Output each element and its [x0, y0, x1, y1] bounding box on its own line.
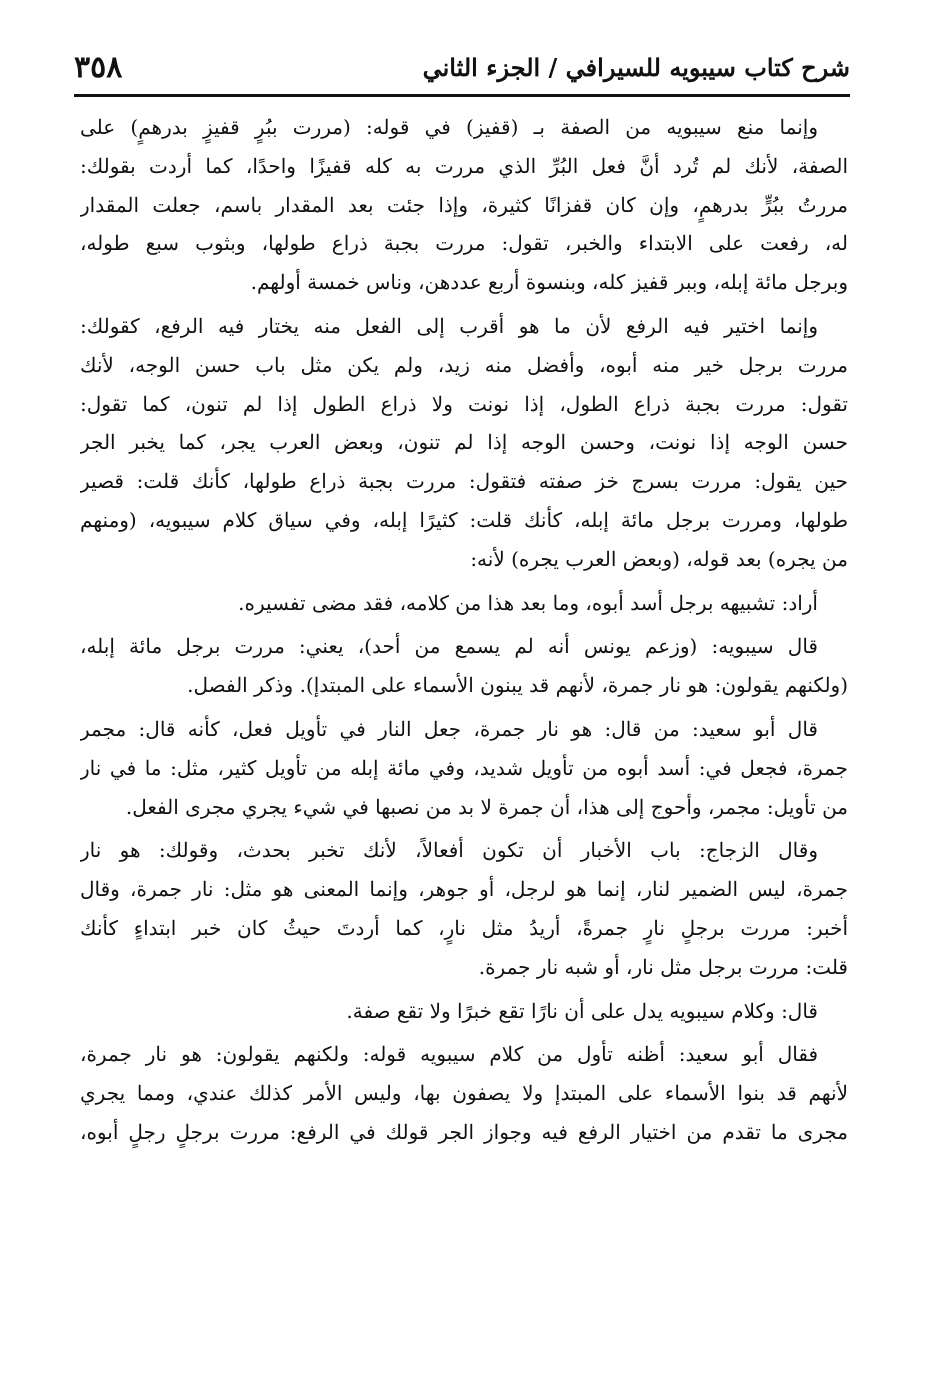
text-line: حسن الوجه إذا نونت، وحسن الوجه إذا لم تنون، وبعض العرب يجر، كما يخبر الجر: [80, 430, 848, 455]
paragraph: [80, 108, 848, 302]
text-line: قلت: مررت برجل مثل نار، أو شبه نار جمرة.: [478, 954, 848, 979]
paragraph: [80, 1035, 848, 1151]
text-line: أخبر: مررت برجلٍ نارٍ جمرةً، أريدُ مثل نارٍ، كما أردتَ حيثُ كان خبر ابتداءٍ كأنك: [80, 915, 848, 940]
text-line: قال: وكلام سيبويه يدل على أن نارًا تقع خبرًا ولا تقع صفة.: [346, 998, 818, 1023]
text-line: الصفة، لأنك لم تُرد أنَّ فعل البُرِّ الذي مررت به كله قفيزًا واحدًا، كما أردت بقولك:: [80, 153, 848, 178]
text-line: تقول: مررت بجبة ذراع الطول، إذا نونت ولا ذراع الطول إذا لم تنون، كما تقول:: [80, 391, 848, 416]
text-line: (ولكنهم يقولون: هو نار جمرة، لأنهم قد يبنون الأسماء على المبتدإ). وذكر الفصل.: [187, 673, 848, 698]
paragraph: [80, 992, 848, 1031]
text-line: جمرة، فجعل في: أسد أبوه من تأويل شديد، وفي مائة إبله من تأويل كثير، مثل: ما في نار: [80, 755, 848, 780]
text-line: وبرجل مائة إبله، وببر قفيز كله، وبنسوة أربع عددهن، وناس خمسة أولهم.: [250, 270, 848, 295]
text-line: لأنهم قد بنوا الأسماء على المبتدإ ولا يصفون بها، وليس الأمر كذلك عندي، ومما يجري: [80, 1081, 848, 1106]
text-line: مررت برجل خير منه أبوه، وأفضل منه زيد، ولم يكن مثل باب حسن الوجه، لأنك: [80, 352, 848, 377]
text-line: مررتُ ببُرٍّ بدرهمٍ، وإن كان قفزانًا كثيرة، وإذا جئت بعد المقدار باسم، جعلت المقدار: [80, 192, 848, 217]
text-line: وإنما اختير فيه الرفع لأن ما هو أقرب إلى الفعل منه يختار فيه الرفع، كقولك:: [80, 313, 818, 338]
paragraph: [80, 584, 848, 623]
paragraph: [80, 831, 848, 986]
running-title: شرح كتاب سيبويه للسيرافي / الجزء الثاني: [422, 53, 850, 82]
text-line: وإنما منع سيبويه من الصفة بـ (قفيز) في قوله: (مررت ببُرٍ قفيزٍ بدرهمٍ) على: [80, 115, 818, 139]
page-number: ٣٥٨: [74, 50, 123, 85]
text-line: مجرى ما تقدم من اختيار الرفع فيه وجواز الجر قولك في الرفع: مررت برجلٍ رجلٍ أبوه،: [80, 1119, 848, 1144]
text-line: وقال الزجاج: باب الأخبار أن تكون أفعالاً، لأنك تخبر بحدث، وقولك: هو نار: [80, 838, 818, 863]
text-line: من تأويل: مجمر، وأحوج إلى هذا، أن جمرة لا بد من نصبها في شيء يجري مجرى الفعل.: [125, 794, 848, 819]
text-line: أراد: تشبيهه برجل أسد أبوه، وما بعد هذا من كلامه، فقد مضى تفسيره.: [238, 590, 818, 615]
text-line: فقال أبو سعيد: أظنه تأول من كلام سيبويه قوله: ولكنهم يقولون: هو نار جمرة،: [80, 1042, 818, 1067]
paragraph: [80, 710, 848, 826]
text-line: قال أبو سعيد: من قال: هو نار جمرة، جعل النار في تأويل فعل، كأنه قال: مجمر: [80, 716, 818, 741]
text-line: حين يقول: مررت بسرج خز صفته فتقول: مررت بجبة ذراع طولها، كأنك قلت: قصير: [80, 469, 848, 494]
text-line: جمرة، ليس الضمير لنار، إنما هو لرجل، أو جوهر، وإنما المعنى هو مثل: نار جمرة، وقال: [80, 877, 848, 902]
text-line: قال سيبويه: (وزعم يونس أنه لم يسمع من أحد)، يعني: مررت برجل مائة إبله،: [80, 634, 818, 659]
text-line: طولها، ومررت برجل مائة إبله، كأنك قلت: كثيرًا إبله، وفي سياق كلام سيبويه، (ومنهم: [80, 507, 848, 532]
paragraph: [80, 307, 848, 579]
paragraph: [80, 627, 848, 705]
page-body: [80, 108, 848, 1157]
text-line: له، رفعت على الابتداء والخبر، تقول: مررت بجبة ذراع طولها، وبثوب سبع طوله،: [80, 231, 848, 256]
text-line: من يجره) بعد قوله، (وبعض العرب يجره) لأنه:: [470, 546, 848, 571]
page-header: [74, 44, 850, 97]
